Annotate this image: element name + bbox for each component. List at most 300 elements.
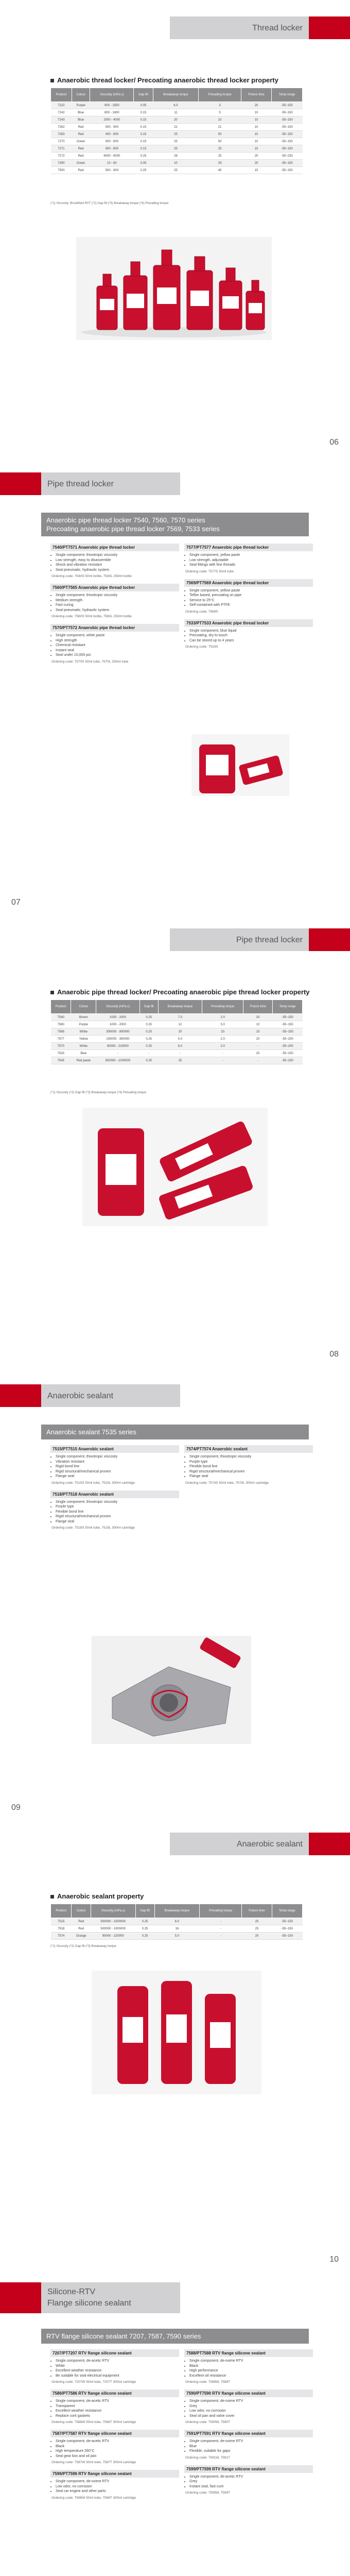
product-feature: • Vibration resistant — [56, 1460, 179, 1465]
ordering-code: Ordering code: 7574S 50ml tube, 7574L 300ml cartridge — [185, 1481, 269, 1485]
table-cell: 20 — [243, 1050, 273, 1057]
page-09 — [0, 1368, 350, 1816]
table-cell: 0.25 — [139, 1036, 158, 1043]
product-feature: • Single component, de-oxime RTV — [56, 2479, 179, 2484]
table-row — [51, 160, 303, 167]
table-cell: 20 — [243, 1014, 273, 1021]
page-number: 10 — [329, 2255, 339, 2264]
product-feature: • Excellent oil resistance — [189, 2374, 313, 2379]
page-banner — [0, 472, 350, 495]
table-cell: 26 — [153, 152, 199, 160]
product-title: 7587/PT7587 RTV flange silicone sealant — [50, 2430, 179, 2437]
table-cell: 6000 - 8000 — [90, 152, 134, 160]
table-cell: 7.0 — [158, 1014, 202, 1021]
table-cell: 20 — [241, 152, 271, 160]
banner-label: Pipe thread locker — [236, 936, 303, 944]
product-feature: • Medium strength — [56, 598, 179, 603]
product-feature: • Low odor, no corrosion — [189, 2409, 313, 2414]
product-bottles-photo — [76, 237, 272, 340]
table-cell: 500000 - 1000000 — [91, 1918, 135, 1925]
table-cell: 7518 — [51, 1925, 72, 1933]
table-row — [51, 1036, 303, 1043]
product-feature: • Service to 25°C — [189, 598, 313, 603]
table-header-cell: Gap fill — [135, 1904, 154, 1918]
table-cell: Yellow — [71, 1036, 96, 1043]
property-table — [50, 88, 303, 174]
table-footnote: (*1) Viscosity (*2) Gap fill (*3) Breakaway torque — [50, 1945, 116, 1948]
table-cell: 500000 - 1000000 — [96, 1057, 139, 1064]
banner-label: Anaerobic sealant — [236, 1840, 303, 1849]
product-feature: • Flange seal — [189, 1474, 313, 1479]
product-column-left — [50, 544, 179, 669]
table-cell: Red — [72, 152, 90, 160]
product-feature: • Rigid structural/mechanical proven — [189, 1469, 313, 1475]
table-cell: Red — [72, 124, 90, 131]
product-feature: • Single component, de-oxime RTV — [189, 2399, 313, 2404]
table-cell: - — [200, 1925, 242, 1933]
page-number: 07 — [11, 898, 21, 907]
table-header-cell: Temp range — [272, 1904, 302, 1918]
product-title: 7599/PT7599 RTV flange silicone sealant — [184, 2465, 313, 2473]
section-title: Anaerobic thread locker/ Precoating anaerobic thread locker property — [50, 76, 278, 84]
table-cell: Purple — [71, 1021, 96, 1028]
table-cell: 7263 — [51, 131, 72, 138]
table-cell: - — [139, 1050, 158, 1057]
table-cell: 150000 - 350000 — [96, 1036, 139, 1043]
product-feature: • Transparent — [56, 2404, 179, 2409]
product-feature: • High strength — [56, 638, 179, 643]
ordering-code: Ordering code: 7518S 50ml tube, 7518L 300ml cartridge — [51, 1526, 135, 1530]
product-feature: • Seal pneumatic, hydraulic system — [56, 608, 179, 613]
table-cell: 6.0 — [153, 102, 199, 109]
table-cell: 0.25 — [139, 1014, 158, 1021]
product-title: 7588/PT7588 RTV flange silicone sealant — [184, 2349, 313, 2357]
table-cell: 7272 — [51, 152, 72, 160]
product-feature: • Black — [189, 2364, 313, 2369]
table-cell: 10 — [241, 131, 271, 138]
product-feature: • Blue — [189, 2444, 313, 2449]
product-feature: • Excellent weather resistance — [56, 2368, 179, 2374]
product-block — [50, 1445, 179, 1485]
product-feature: • Single component, de-acetic RTV — [56, 2359, 179, 2364]
table-cell: 1000 - 2000 — [96, 1021, 139, 1028]
product-column-left — [50, 1445, 179, 1535]
product-tube-photo — [191, 734, 289, 796]
table-cell: -55~150 — [272, 116, 303, 124]
product-feature: • High temperature 260°C — [56, 2449, 179, 2454]
table-cell: 50 — [199, 138, 241, 145]
page-banner — [0, 928, 350, 951]
table-cell: 20 — [158, 1028, 202, 1036]
product-feature: • Flexible, suitable for gaps — [189, 2449, 313, 2454]
table-cell: 45 — [199, 167, 241, 174]
table-cell: -55~150 — [272, 1918, 302, 1925]
product-feature: • Rigid structural/mechanical proven — [56, 1514, 179, 1519]
table-row — [51, 1028, 303, 1036]
product-block — [184, 2349, 313, 2384]
table-cell: 10 — [199, 116, 241, 124]
property-table — [50, 1904, 303, 1940]
table-cell: 7500 — [51, 167, 72, 174]
section-title: Anaerobic pipe thread locker/ Precoating anaerobic pipe thread locker property — [50, 988, 310, 996]
table-cell: 25 — [153, 131, 199, 138]
page-banner — [0, 16, 350, 39]
table-header-cell: Breakaway torque — [154, 1904, 200, 1918]
table-cell: 0.25 — [135, 1933, 154, 1940]
table-cell: 7290 — [51, 160, 72, 167]
product-feature: • Excellent weather resistance — [56, 2409, 179, 2414]
table-cell: 0.13 — [134, 145, 153, 152]
table-row — [51, 116, 303, 124]
product-feature: • High performance — [189, 2368, 313, 2374]
table-cell: 0.15 — [134, 124, 153, 131]
table-cell: Brown — [71, 1014, 96, 1021]
product-feature: • Fast curing — [56, 603, 179, 608]
product-feature: • Single component, thixotropic viscosity — [56, 1500, 179, 1505]
ordering-code: Ordering code: 7560S 50ml bottle, 7560L 250ml bottle — [51, 615, 132, 618]
table-header-cell: Breakaway torque — [158, 1000, 202, 1014]
table-row — [51, 1050, 303, 1057]
table-cell: 7540 — [51, 1014, 71, 1021]
product-title: 7518/PT7518 Anaerobic sealant — [50, 1490, 179, 1498]
product-block — [184, 544, 313, 574]
product-feature: • Instant seal — [56, 648, 179, 653]
table-cell: - — [200, 1933, 242, 1940]
table-cell: 800 - 1600 — [90, 109, 134, 116]
product-column-right — [184, 1445, 313, 1490]
product-block — [50, 2349, 179, 2384]
product-feature: • Single component, thixotropic viscosity — [189, 1454, 313, 1460]
ordering-code: Ordering code: 7207W 50ml tube, 7207T 300ml cartridge — [51, 2380, 136, 2384]
product-feature: • Black — [56, 2444, 179, 2449]
table-cell: 5.0 — [202, 1021, 243, 1028]
product-feature: • Single component, blue liquid — [189, 629, 313, 634]
table-cell: 25 — [153, 145, 199, 152]
product-title: 7540/PT7571 Anaerobic pipe thread locker — [50, 544, 179, 551]
table-cell: 20 — [202, 1028, 243, 1036]
table-cell: 50 — [199, 131, 241, 138]
table-cell: 0.25 — [139, 1043, 158, 1050]
table-cell: Red paste — [71, 1057, 96, 1064]
table-cell: 90000 - 220000 — [91, 1933, 135, 1940]
ordering-code: Ordering code: 7569S — [185, 609, 218, 614]
table-cell: -55~150 — [272, 160, 303, 167]
product-feature: • Rigid bond line — [56, 1464, 179, 1469]
table-cell: 6.0 — [154, 1918, 200, 1925]
table-cell: 25 — [242, 1918, 272, 1925]
table-cell: 0.25 — [135, 1925, 154, 1933]
product-feature: • Shock and vibration resistant — [56, 563, 179, 568]
table-cell: Green — [72, 138, 90, 145]
table-row — [51, 152, 303, 160]
table-cell: 10 — [241, 124, 271, 131]
table-header-cell: Breakaway torque — [153, 88, 199, 102]
ordering-code: Ordering code: 7577S 50ml tube — [185, 569, 234, 573]
table-cell: 300000 - 900000 — [96, 1028, 139, 1036]
product-title: 7570/PT7572 Anaerobic pipe thread locker — [50, 624, 179, 632]
table-cell: 400 - 600 — [90, 131, 134, 138]
table-cell: -55~150 — [272, 131, 303, 138]
page-11 — [0, 2272, 350, 2576]
table-cell: 500 - 900 — [90, 167, 134, 174]
table-cell: 10 — [241, 138, 271, 145]
product-feature: • Single component, de-acetic RTV — [56, 2439, 179, 2444]
table-cell: 7574 — [51, 1933, 72, 1940]
product-feature: • Instant seal, fast cure — [189, 2484, 313, 2489]
product-title: 7591/PT7591 RTV flange silicone sealant — [184, 2430, 313, 2437]
page-06 — [0, 0, 350, 456]
product-feature: • Flexible bond line — [56, 1510, 179, 1515]
series-bar: RTV flange silicone sealant 7207, 7587, 7590 series — [41, 2329, 309, 2344]
banner-label: Thread locker — [252, 24, 303, 32]
page-number: 06 — [329, 438, 339, 447]
table-cell: 22 — [153, 124, 199, 131]
table-header-cell: Prevailing torque — [199, 88, 241, 102]
banner-label: Anaerobic sealant — [47, 1392, 114, 1400]
table-cell: 20 — [242, 1933, 272, 1940]
product-block — [50, 2470, 179, 2500]
table-cell: 2.0 — [202, 1036, 243, 1043]
table-cell: 2000 - 4000 — [90, 116, 134, 124]
product-block — [50, 1490, 179, 1531]
table-header-cell: Product — [51, 1904, 72, 1918]
product-block — [50, 584, 179, 619]
product-feature: • Seal oil pan and valve cover — [189, 2414, 313, 2419]
table-header-cell: Product — [51, 88, 72, 102]
table-cell: 7222 — [51, 102, 72, 109]
table-cell: -55~150 — [272, 138, 303, 145]
product-feature: • Single component, yellow paste — [189, 553, 313, 558]
table-cell: Red — [72, 1925, 91, 1933]
table-cell: - — [200, 1918, 242, 1925]
page-banner — [0, 1384, 350, 1407]
table-cell: 0.25 — [134, 152, 153, 160]
table-cell: 25 — [242, 1925, 272, 1933]
product-column-left — [50, 2349, 179, 2505]
page-banner — [0, 2282, 350, 2313]
product-feature: • Single component, thixotropic viscosity — [56, 1454, 179, 1460]
table-cell: - — [202, 1057, 243, 1064]
page-banner — [0, 1833, 350, 1855]
table-cell: - — [202, 1050, 243, 1057]
table-cell: -55~200 — [273, 1043, 303, 1050]
engine-part-photo — [92, 1636, 251, 1744]
product-title: 7569/PT7569 Anaerobic pipe thread locker — [184, 579, 313, 587]
table-cell: -55~150 — [272, 124, 303, 131]
table-cell: 3 — [199, 102, 241, 109]
table-cell: Red — [72, 167, 90, 174]
product-block — [50, 544, 179, 579]
table-header-cell: Colour — [71, 1000, 96, 1014]
table-cell: 0.05 — [134, 102, 153, 109]
table-cell: 5.0 — [154, 1933, 200, 1940]
series-bar: Anaerobic sealant 7535 series — [41, 1425, 309, 1439]
product-feature: • Seal car engine and other parts — [56, 2489, 179, 2494]
table-cell: 7545 — [51, 1057, 71, 1064]
table-cell: 11 — [153, 109, 199, 116]
ordering-code: Ordering code: 7591W, 7591T — [185, 2455, 231, 2460]
table-cell: 7271 — [51, 145, 72, 152]
page-08 — [0, 912, 350, 1368]
table-cell: - — [96, 1050, 139, 1057]
accent-block — [309, 16, 350, 39]
product-title: 7586/PT7586 RTV flange silicone sealant — [50, 2389, 179, 2397]
product-title: 7560/PT7565 Anaerobic pipe thread locker — [50, 584, 179, 591]
table-cell: - — [243, 1057, 273, 1064]
accent-block — [309, 1833, 350, 1855]
product-feature: • Purple type — [189, 1460, 313, 1465]
product-block — [50, 2389, 179, 2425]
ordering-code: Ordering code: 7590W, 7590T — [185, 2420, 231, 2424]
product-feature: • Single component, white paste — [56, 633, 179, 638]
page-number: 09 — [11, 1803, 21, 1812]
table-row — [51, 145, 303, 152]
ordering-code: Ordering code: 7515S 50ml tube, 7515L 300ml cartridge — [51, 1481, 135, 1485]
table-cell: -55~150 — [272, 109, 303, 116]
product-feature: • Flange seal — [56, 1474, 179, 1479]
table-cell: 2.0 — [202, 1043, 243, 1050]
table-cell: 10 — [243, 1021, 273, 1028]
table-cell: 2.0 — [202, 1014, 243, 1021]
product-feature: • Replace cork gaskets — [56, 2414, 179, 2419]
table-row — [51, 1014, 303, 1021]
accent-block — [0, 2282, 41, 2313]
product-block — [184, 1445, 313, 1485]
table-cell: Blue — [72, 116, 90, 124]
table-cell: -55~150 — [272, 1933, 302, 1940]
table-cell: -55~150 — [272, 167, 303, 174]
table-cell: 25 — [158, 1057, 202, 1064]
table-cell: 1000 - 2000 — [96, 1014, 139, 1021]
table-header-cell: Fixture time — [242, 1904, 272, 1918]
table-cell: 500 - 800 — [90, 138, 134, 145]
product-feature: • Teflon based, precoating on pipe — [189, 593, 313, 598]
table-cell: 0.15 — [134, 116, 153, 124]
product-tubes-photo — [82, 1108, 268, 1226]
product-block — [50, 624, 179, 664]
table-cell: 0.25 — [139, 1057, 158, 1064]
table-header-cell: Colour — [72, 88, 90, 102]
table-cell: White — [71, 1043, 96, 1050]
table-header-cell: Prevailing torque — [200, 1904, 242, 1918]
accent-block — [0, 1384, 41, 1407]
table-footnote: (*1) Viscosity: Brookfield RVT (*2) Gap fill (*3) Breakaway torque (*4) Prevailing torque — [50, 202, 169, 205]
table-row — [51, 1043, 303, 1050]
table-cell: 500000 - 1000000 — [91, 1925, 135, 1933]
table-cell: Purple — [72, 102, 90, 109]
product-title: 7590/PT7590 RTV flange silicone sealant — [184, 2389, 313, 2397]
product-feature: • Be suitable for seal electrical equipment — [56, 2374, 179, 2379]
ordering-code: Ordering code: 7596W 50ml tube, 7596T 300ml cartridge — [51, 2496, 136, 2500]
table-cell: 10 - 60 — [90, 160, 134, 167]
table-cell: 900 - 1500 — [90, 102, 134, 109]
product-feature: • Single component, thixotropic viscosity — [56, 593, 179, 598]
table-cell: Red — [72, 145, 90, 152]
table-cell: 7577 — [51, 1036, 71, 1043]
product-feature: • White — [56, 2364, 179, 2369]
table-cell: 0.25 — [139, 1021, 158, 1028]
table-cell: - — [158, 1050, 202, 1057]
table-cell: 0.25 — [135, 1918, 154, 1925]
table-cell: 0.15 — [134, 138, 153, 145]
ordering-code: Ordering code: 7540S 50ml bottle, 7540L 250ml bottle — [51, 574, 132, 578]
sealant-tubes-photo — [92, 1971, 261, 2094]
product-feature: • Single component, de-oxime RTV — [189, 2439, 313, 2444]
table-row — [51, 131, 303, 138]
table-header-cell: Colour — [72, 1904, 91, 1918]
table-cell: -55~150 — [273, 1050, 303, 1057]
product-title: 7596/PT7596 RTV flange silicone sealant — [50, 2470, 179, 2478]
product-feature: • Low strength, easy to disassemble — [56, 558, 179, 563]
product-title: 7515/PT7515 Anaerobic sealant — [50, 1445, 179, 1453]
table-header-cell: Gap fill — [134, 88, 153, 102]
section-title: Anaerobic sealant property — [50, 1892, 144, 1900]
table-cell: 7270 — [51, 138, 72, 145]
ordering-code: Ordering code: 7599W, 7599T — [185, 2491, 231, 2495]
table-row — [51, 1057, 303, 1064]
table-cell: 15 — [243, 1028, 273, 1036]
product-title: 7574/PT7574 Anaerobic sealant — [184, 1445, 313, 1453]
table-cell: 500 - 800 — [90, 145, 134, 152]
product-feature: • Seal pneumatic, hydraulic system — [56, 568, 179, 573]
product-feature: • Single component, de-oxime RTV — [189, 2359, 313, 2364]
product-feature: • Single component, de-acetic RTV — [189, 2475, 313, 2480]
table-cell: 0.15 — [134, 109, 153, 116]
table-cell: -55~150 — [273, 1057, 303, 1064]
table-cell: - — [243, 1043, 273, 1050]
table-cell: 0.05 — [134, 160, 153, 167]
product-feature: • Seal fittings with fine threads — [189, 563, 313, 568]
table-header-cell: Temp range — [273, 1000, 303, 1014]
table-cell: -55~150 — [273, 1014, 303, 1021]
table-header-cell: Viscosity (mPa.s) — [96, 1000, 139, 1014]
page-number: 08 — [329, 1350, 339, 1359]
table-row — [51, 124, 303, 131]
ordering-code: Ordering code: 7533S — [185, 645, 218, 649]
product-column-right — [184, 544, 313, 654]
table-cell: 25 — [153, 138, 199, 145]
product-feature: • Seal under 10,000 psi — [56, 653, 179, 658]
product-feature: • Rigid structural/mechanical proven — [56, 1469, 179, 1475]
product-title: 7533/PT7533 Anaerobic pipe thread locker — [184, 619, 313, 627]
table-cell: -55~200 — [273, 1036, 303, 1043]
table-cell: 10 — [241, 145, 271, 152]
table-cell: 10 — [153, 160, 199, 167]
page-10 — [0, 1816, 350, 2272]
product-feature: • Single component, thixotropic viscosity — [56, 553, 179, 558]
banner-sublabel: Flange silicone sealant — [47, 2299, 131, 2308]
product-block — [184, 2389, 313, 2425]
product-feature: • Seal gear box and oil pan — [56, 2454, 179, 2459]
product-feature: • Can be stored up to 4 years — [189, 638, 313, 643]
table-cell: 20 — [153, 116, 199, 124]
product-feature: • Low strength, adjustable — [189, 558, 313, 563]
table-cell: White — [71, 1028, 96, 1036]
table-cell: -55~150 — [272, 145, 303, 152]
table-row — [51, 138, 303, 145]
table-cell: 7570 — [51, 1043, 71, 1050]
table-cell: Orange — [72, 1933, 91, 1940]
table-cell: 6.0 — [158, 1043, 202, 1050]
table-header-cell: Viscosity (mPa.s) — [91, 1904, 135, 1918]
table-cell: -55~150 — [272, 102, 303, 109]
table-cell: 7243 — [51, 116, 72, 124]
table-cell: -55~150 — [273, 1028, 303, 1036]
product-block — [184, 2465, 313, 2496]
table-cell: 5 — [199, 109, 241, 116]
table-cell: Red — [72, 131, 90, 138]
table-cell: 7560 — [51, 1021, 71, 1028]
